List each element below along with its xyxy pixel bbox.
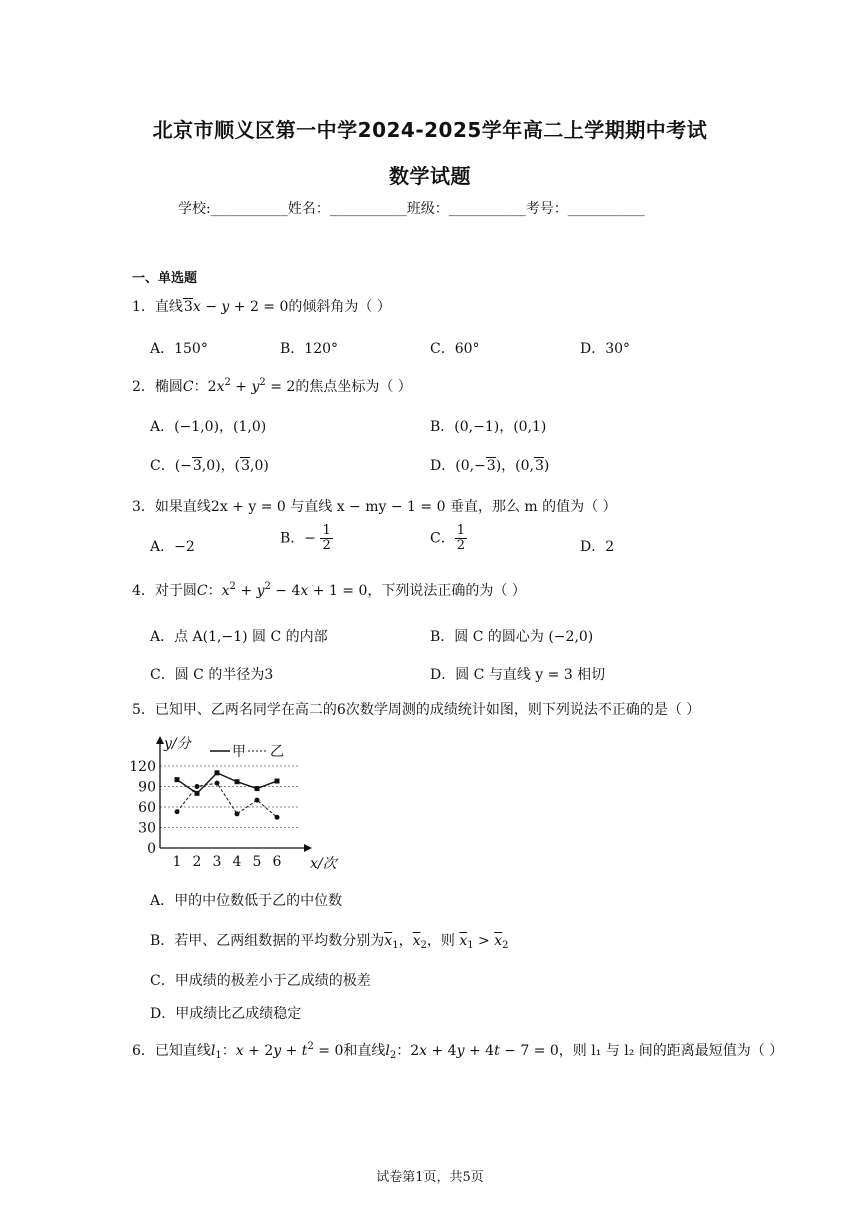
data-point-乙 [235, 811, 240, 816]
student-info-line: 学校:___________姓名：___________班级：___________考号：___________ [178, 201, 645, 217]
y-axis-label: y/分 [164, 736, 191, 752]
y-tick-label: 120 [129, 759, 156, 775]
series-line-乙 [177, 783, 277, 817]
data-point-甲 [275, 779, 280, 784]
data-point-乙 [275, 815, 280, 820]
score-line-chart [128, 730, 337, 875]
data-point-乙 [195, 784, 200, 789]
data-point-甲 [255, 786, 260, 791]
data-point-甲 [235, 779, 240, 784]
x-tick-label: 5 [252, 854, 262, 870]
data-point-乙 [255, 798, 260, 803]
series-line-甲 [177, 773, 277, 794]
q2-option-a: A．(−1,0)，(1,0) [150, 419, 267, 435]
q5-option-d: D．甲成绩比乙成绩稳定 [150, 1006, 302, 1022]
q4-option-b: B．圆 C 的圆心为 (−2,0) [430, 629, 594, 645]
q5-option-c: C．甲成绩的极差小于乙成绩的极差 [150, 973, 371, 989]
question-number: 1． [132, 299, 155, 315]
question-3: 3．如果直线2x + y = 0 与直线 x − my − 1 = 0 垂直，那么 m 的值为（ ） [132, 499, 617, 515]
x-tick-label: 6 [272, 854, 282, 870]
q1-option-a: A．150° [150, 341, 208, 357]
q4-option-d: D．圆 C 与直线 y = 3 相切 [430, 667, 606, 683]
q5-option-b: B．若甲、乙两组数据的平均数分别为$\overline{x}_1$，$\overline{x}_2$，则 $\overline{x}_1 > \overline{x}_2$ [150, 933, 509, 951]
data-point-乙 [215, 781, 220, 786]
q5-option-a: A．甲的中位数低于乙的中位数 [150, 893, 343, 909]
x-axis-arrow [304, 844, 312, 852]
y-tick-label: 0 [147, 841, 156, 857]
q1-option-d: D．30° [580, 341, 631, 357]
q3-option-d: D．2 [580, 539, 615, 555]
page-title: 北京市顺义区第一中学2024-2025学年高二上学期期中考试 [152, 118, 708, 142]
q2-option-d: D．(0,−3)，(0,3) [430, 458, 550, 474]
question-1: 1．直线3x − y + 2 = 0的倾斜角为（ ） [132, 299, 391, 315]
q3-option-b: B．− $\frac{1}{2}$ [280, 523, 331, 553]
question-6: 6．已知直线$l_1$：$x + 2y + t^2 = 0$和直线$l_2$：2x + 4y + 4t − 7 = 0，则 l₁ 与 l₂ 间的距离最短值为（ ） [132, 1041, 784, 1061]
legend-label-jia: 甲 [232, 744, 246, 760]
q1-option-c: C．60° [430, 341, 480, 357]
page-subtitle: 数学试题 [389, 164, 471, 188]
x-tick-label: 3 [212, 854, 222, 870]
q1-option-b: B．120° [280, 341, 339, 357]
q2-option-b: B．(0,−1)，(0,1) [430, 419, 547, 435]
data-point-甲 [175, 777, 180, 782]
question-5: 5．已知甲、乙两名同学在高二的6次数学周测的成绩统计如图，则下列说法不正确的是（ ） [132, 702, 701, 718]
x-tick-label: 4 [232, 854, 242, 870]
y-axis-arrow [156, 736, 164, 744]
legend-label-yi: 乙 [270, 744, 284, 760]
question-4: 4．对于圆C：$x^2 + y^2 - 4x + 1 = 0$，下列说法正确的为（ ） [132, 581, 526, 599]
q2-option-c: C．(−3,0)，(3,0) [150, 458, 269, 474]
x-axis-label: x/次 [310, 856, 337, 872]
data-point-乙 [175, 809, 180, 814]
data-point-甲 [195, 791, 200, 796]
y-tick-label: 30 [138, 820, 156, 837]
page-footer: 试卷第1页，共5页 [376, 1170, 484, 1185]
section-title: 一、单选题 [132, 271, 198, 286]
x-tick-label: 1 [172, 854, 182, 870]
q4-option-c: C．圆 C 的半径为3 [150, 667, 274, 683]
y-tick-label: 60 [138, 800, 156, 816]
question-2: 2．椭圆C：$2x^2 + y^2 = 2$的焦点坐标为（ ） [132, 377, 412, 395]
data-point-甲 [215, 770, 220, 775]
q4-option-a: A．点 A(1,−1) 圆 C 的内部 [150, 629, 328, 645]
y-tick-label: 90 [138, 779, 156, 796]
q3-option-a: A．−2 [150, 539, 195, 555]
q3-option-c: C． $\frac{1}{2}$ [430, 523, 465, 553]
x-tick-label: 2 [192, 854, 202, 870]
